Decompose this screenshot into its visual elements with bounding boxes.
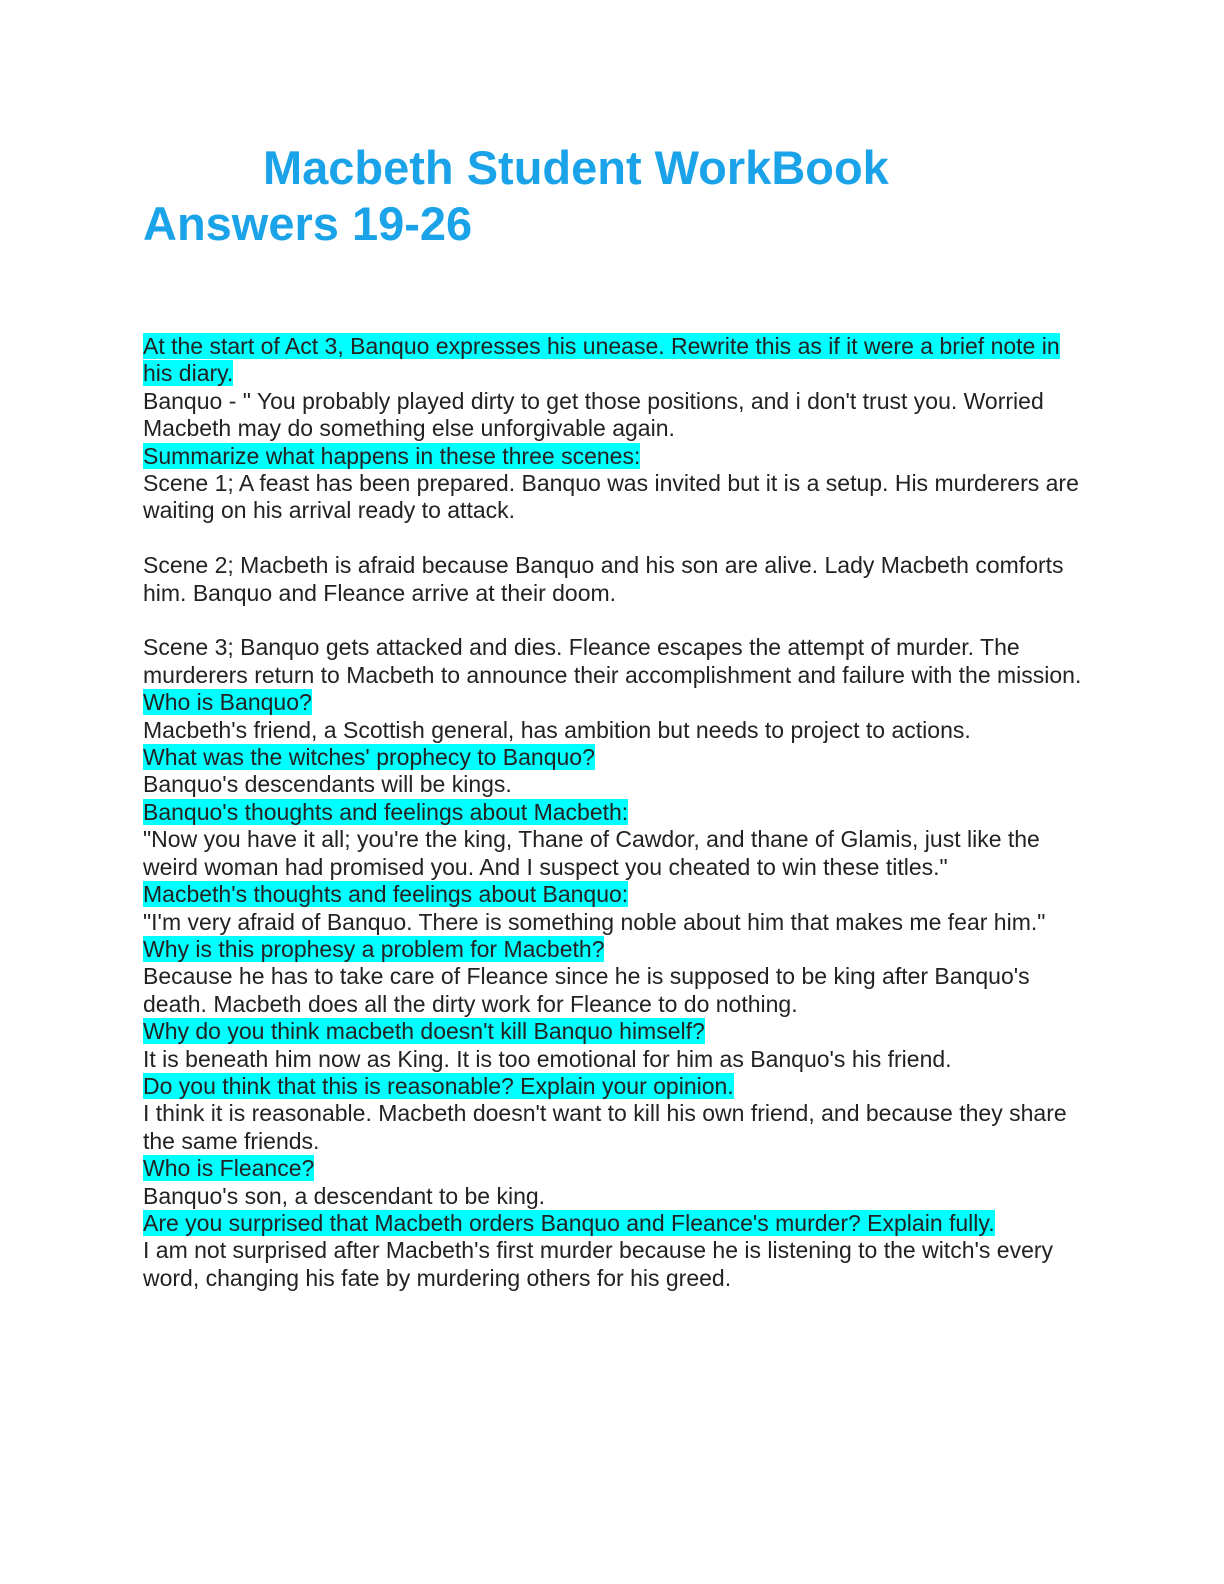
answer: Scene 3; Banquo gets attacked and dies. Fleance escapes the attempt of murder. The murderers return to Macbeth to announce their accomplishment and failure with the mission. xyxy=(143,634,1082,688)
question: Who is Banquo? xyxy=(143,689,312,716)
question: Why is this prophesy a problem for Macbeth? xyxy=(143,935,605,962)
answer: I think it is reasonable. Macbeth doesn't want to kill his own friend, and because they share the same friends. xyxy=(143,1100,1067,1154)
answer: Because he has to take care of Fleance since he is supposed to be king after Banquo's death. Macbeth does all the dirty work for Fleance to do nothing. xyxy=(143,963,1030,1017)
answer: I am not surprised after Macbeth's first murder because he is listening to the witch's every word, changing his fate by murdering others for his greed. xyxy=(143,1237,1054,1291)
answer: Scene 2; Macbeth is afraid because Banquo and his son are alive. Lady Macbeth comforts him. Banquo and Fleance arrive at their doom. xyxy=(143,552,1064,606)
question: At the start of Act 3, Banquo expresses his unease. Rewrite this as if it were a brief note in his diary. xyxy=(143,333,1060,387)
answer: Scene 1; A feast has been prepared. Banquo was invited but it is a setup. His murderers are waiting on his arrival ready to attack. xyxy=(143,470,1079,524)
answer: It is beneath him now as King. It is too emotional for him as Banquo's his friend. xyxy=(143,1045,952,1072)
question: Macbeth's thoughts and feelings about Banquo: xyxy=(143,881,629,908)
answer: Banquo - " You probably played dirty to get those positions, and i don't trust you. Worried Macbeth may do something else unforgivable again. xyxy=(143,387,1044,442)
question: Who is Fleance? xyxy=(143,1155,315,1182)
answer: Banquo's descendants will be kings. xyxy=(143,771,512,798)
question: Do you think that this is reasonable? Explain your opinion. xyxy=(143,1072,734,1099)
question: Why do you think macbeth doesn't kill Banquo himself? xyxy=(143,1018,705,1045)
question: What was the witches' prophecy to Banquo? xyxy=(143,744,595,771)
question: Are you surprised that Macbeth orders Banquo and Fleance's murder? Explain fully. xyxy=(143,1209,995,1236)
title-line-2: Answers 19-26 xyxy=(143,197,473,250)
document-body xyxy=(143,333,1083,1292)
paragraph-gap xyxy=(143,607,1083,634)
title-line-1: Macbeth Student WorkBook xyxy=(263,141,889,194)
answer: "I'm very afraid of Banquo. There is something noble about him that makes me fear him." xyxy=(143,908,1046,935)
answer: "Now you have it all; you're the king, Thane of Cawdor, and thane of Glamis, just like the weird woman had promised you. And I suspect you cheated to win these titles." xyxy=(143,826,1040,880)
answer: Banquo's son, a descendant to be king. xyxy=(143,1182,546,1209)
question: Summarize what happens in these three scenes: xyxy=(143,442,641,469)
document-title xyxy=(143,140,1103,252)
paragraph-gap xyxy=(143,525,1083,552)
answer: Macbeth's friend, a Scottish general, has ambition but needs to project to actions. xyxy=(143,716,971,743)
question: Banquo's thoughts and feelings about Macbeth: xyxy=(143,798,629,825)
